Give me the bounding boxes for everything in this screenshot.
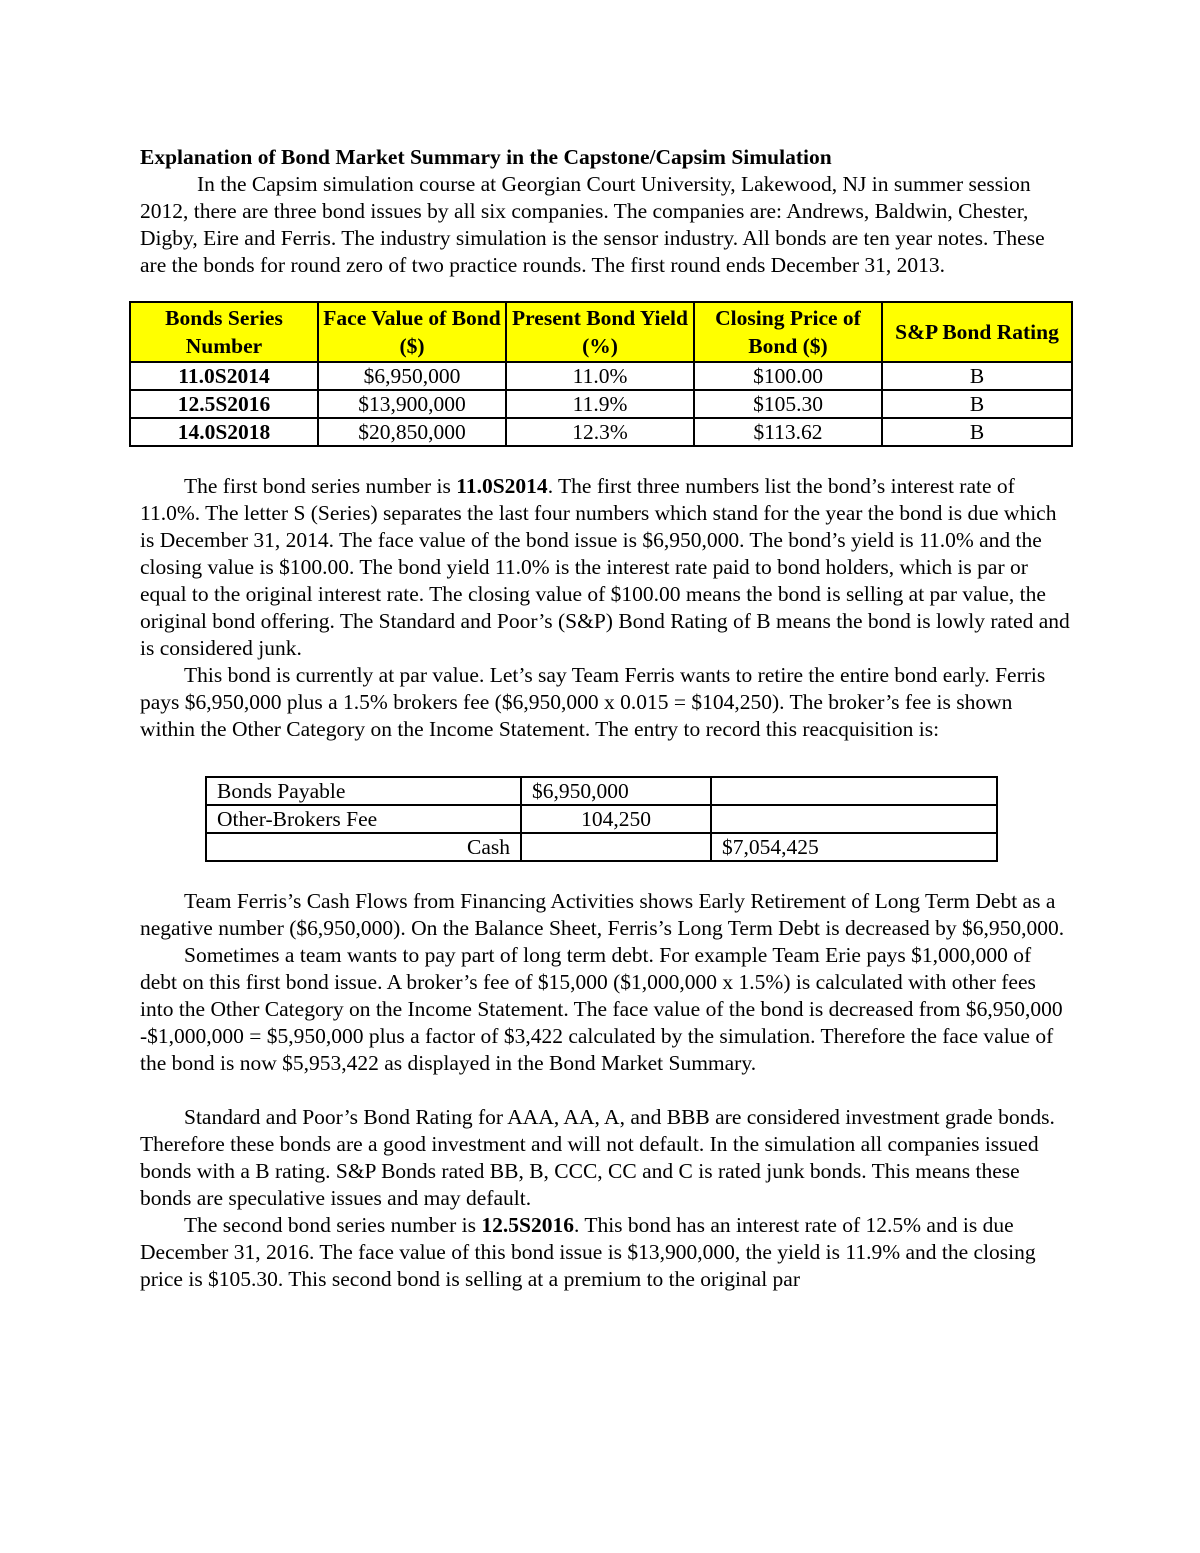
header-face-value: Face Value of Bond ($) <box>318 302 506 362</box>
header-closing-price: Closing Price of Bond ($) <box>694 302 882 362</box>
table-row <box>206 833 997 861</box>
journal-entry-table <box>205 776 998 862</box>
second-bond-paragraph: The second bond series number is 12.5S2016. This bond has an interest rate of 12.5% and is due December 31, 2016. The face value of this bond issue is $13,900,000, the yield is 11.9% and the closing price is $105.30. This second bond is selling at a premium to the original par <box>140 1213 1036 1291</box>
debit-cell: 104,250 <box>521 805 711 833</box>
document-title: Explanation of Bond Market Summary in the Capstone/Capsim Simulation <box>140 145 832 169</box>
face-value-cell: $6,950,000 <box>318 362 506 390</box>
bond-market-table <box>129 301 1073 447</box>
credit-cell <box>711 805 997 833</box>
debit-cell: $6,950,000 <box>521 777 711 805</box>
first-bond-paragraph: The first bond series number is 11.0S2014. The first three numbers list the bond’s interest rate of 11.0%. The letter S (Series) separates the last four numbers which stand for the year the bond is due which is December 31, 2014. The face value of the bond issue is $6,950,000. The bond’s yield is 11.0% and the closing value is $100.00. The bond yield 11.0% is the interest rate paid to bond holders, which is par or equal to the original interest rate. The closing value of $100.00 means the bond is selling at par value, the original bond offering. The Standard and Poor’s (S&P) Bond Rating of B means the bond is lowly rated and is considered junk. <box>140 474 1070 660</box>
table-row <box>130 418 1072 446</box>
price-cell: $100.00 <box>694 362 882 390</box>
price-cell: $105.30 <box>694 390 882 418</box>
price-cell: $113.62 <box>694 418 882 446</box>
intro-paragraph: In the Capsim simulation course at Georgian Court University, Lakewood, NJ in summer session 2012, there are three bond issues by all six companies. The companies are: Andrews, Baldwin, Chester, Digby, Eire and Ferris. The industry simulation is the sensor industry. All bonds are ten year notes. These are the bonds for round zero of two practice rounds. The first round ends December 31, 2013. <box>140 172 1045 277</box>
yield-cell: 11.9% <box>506 390 694 418</box>
rating-paragraph: Standard and Poor’s Bond Rating for AAA, AA, A, and BBB are considered investment grade bonds. Therefore these bonds are a good investment and will not default. In the simulation all companies issued bonds with a B rating. S&P Bonds rated BB, B, CCC, CC and C is rated junk bonds. This means these bonds are speculative issues and may default. <box>140 1105 1055 1210</box>
series-cell: 11.0S2014 <box>130 362 318 390</box>
rating-cell: B <box>882 390 1072 418</box>
face-value-cell: $20,850,000 <box>318 418 506 446</box>
yield-cell: 12.3% <box>506 418 694 446</box>
yield-cell: 11.0% <box>506 362 694 390</box>
header-rating: S&P Bond Rating <box>882 302 1072 362</box>
partial-payment-paragraph: Sometimes a team wants to pay part of long term debt. For example Team Erie pays $1,000,000 of debt on this first bond issue. A broker’s fee of $15,000 ($1,000,000 x 1.5%) is calculated with other fees into the Other Category on the Income Statement. The face value of the bond is decreased from $6,950,000 -$1,000,000 = $5,950,000 plus a factor of $3,422 calculated by the simulation. Therefore the face value of the bond is now $5,953,422 as displayed in the Bond Market Summary. <box>140 943 1063 1075</box>
credit-cell: $7,054,425 <box>711 833 997 861</box>
retire-bond-paragraph: This bond is currently at par value. Let’s say Team Ferris wants to retire the entire bond early. Ferris pays $6,950,000 plus a 1.5% brokers fee ($6,950,000 x 0.015 = $104,250). The broker’s fee is shown within the Other Category on the Income Statement. The entry to record this reacquisition is: <box>140 663 1046 741</box>
table-row <box>206 777 997 805</box>
account-cell: Bonds Payable <box>206 777 521 805</box>
face-value-cell: $13,900,000 <box>318 390 506 418</box>
series-cell: 14.0S2018 <box>130 418 318 446</box>
table-row <box>130 390 1072 418</box>
header-series: Bonds Series Number <box>130 302 318 362</box>
bond-table-header-row <box>130 302 1072 362</box>
account-cell: Cash <box>206 833 521 861</box>
header-yield: Present Bond Yield (%) <box>506 302 694 362</box>
debit-cell <box>521 833 711 861</box>
credit-cell <box>711 777 997 805</box>
account-cell: Other-Brokers Fee <box>206 805 521 833</box>
series-number-bold: 11.0S2014 <box>456 474 548 498</box>
table-row <box>206 805 997 833</box>
series-number-bold: 12.5S2016 <box>481 1213 574 1237</box>
document-body <box>140 144 1070 1293</box>
series-cell: 12.5S2016 <box>130 390 318 418</box>
table-row <box>130 362 1072 390</box>
rating-cell: B <box>882 418 1072 446</box>
cash-flow-paragraph: Team Ferris’s Cash Flows from Financing Activities shows Early Retirement of Long Term Debt as a negative number ($6,950,000). On the Balance Sheet, Ferris’s Long Term Debt is decreased by $6,950,000. <box>140 889 1065 940</box>
rating-cell: B <box>882 362 1072 390</box>
